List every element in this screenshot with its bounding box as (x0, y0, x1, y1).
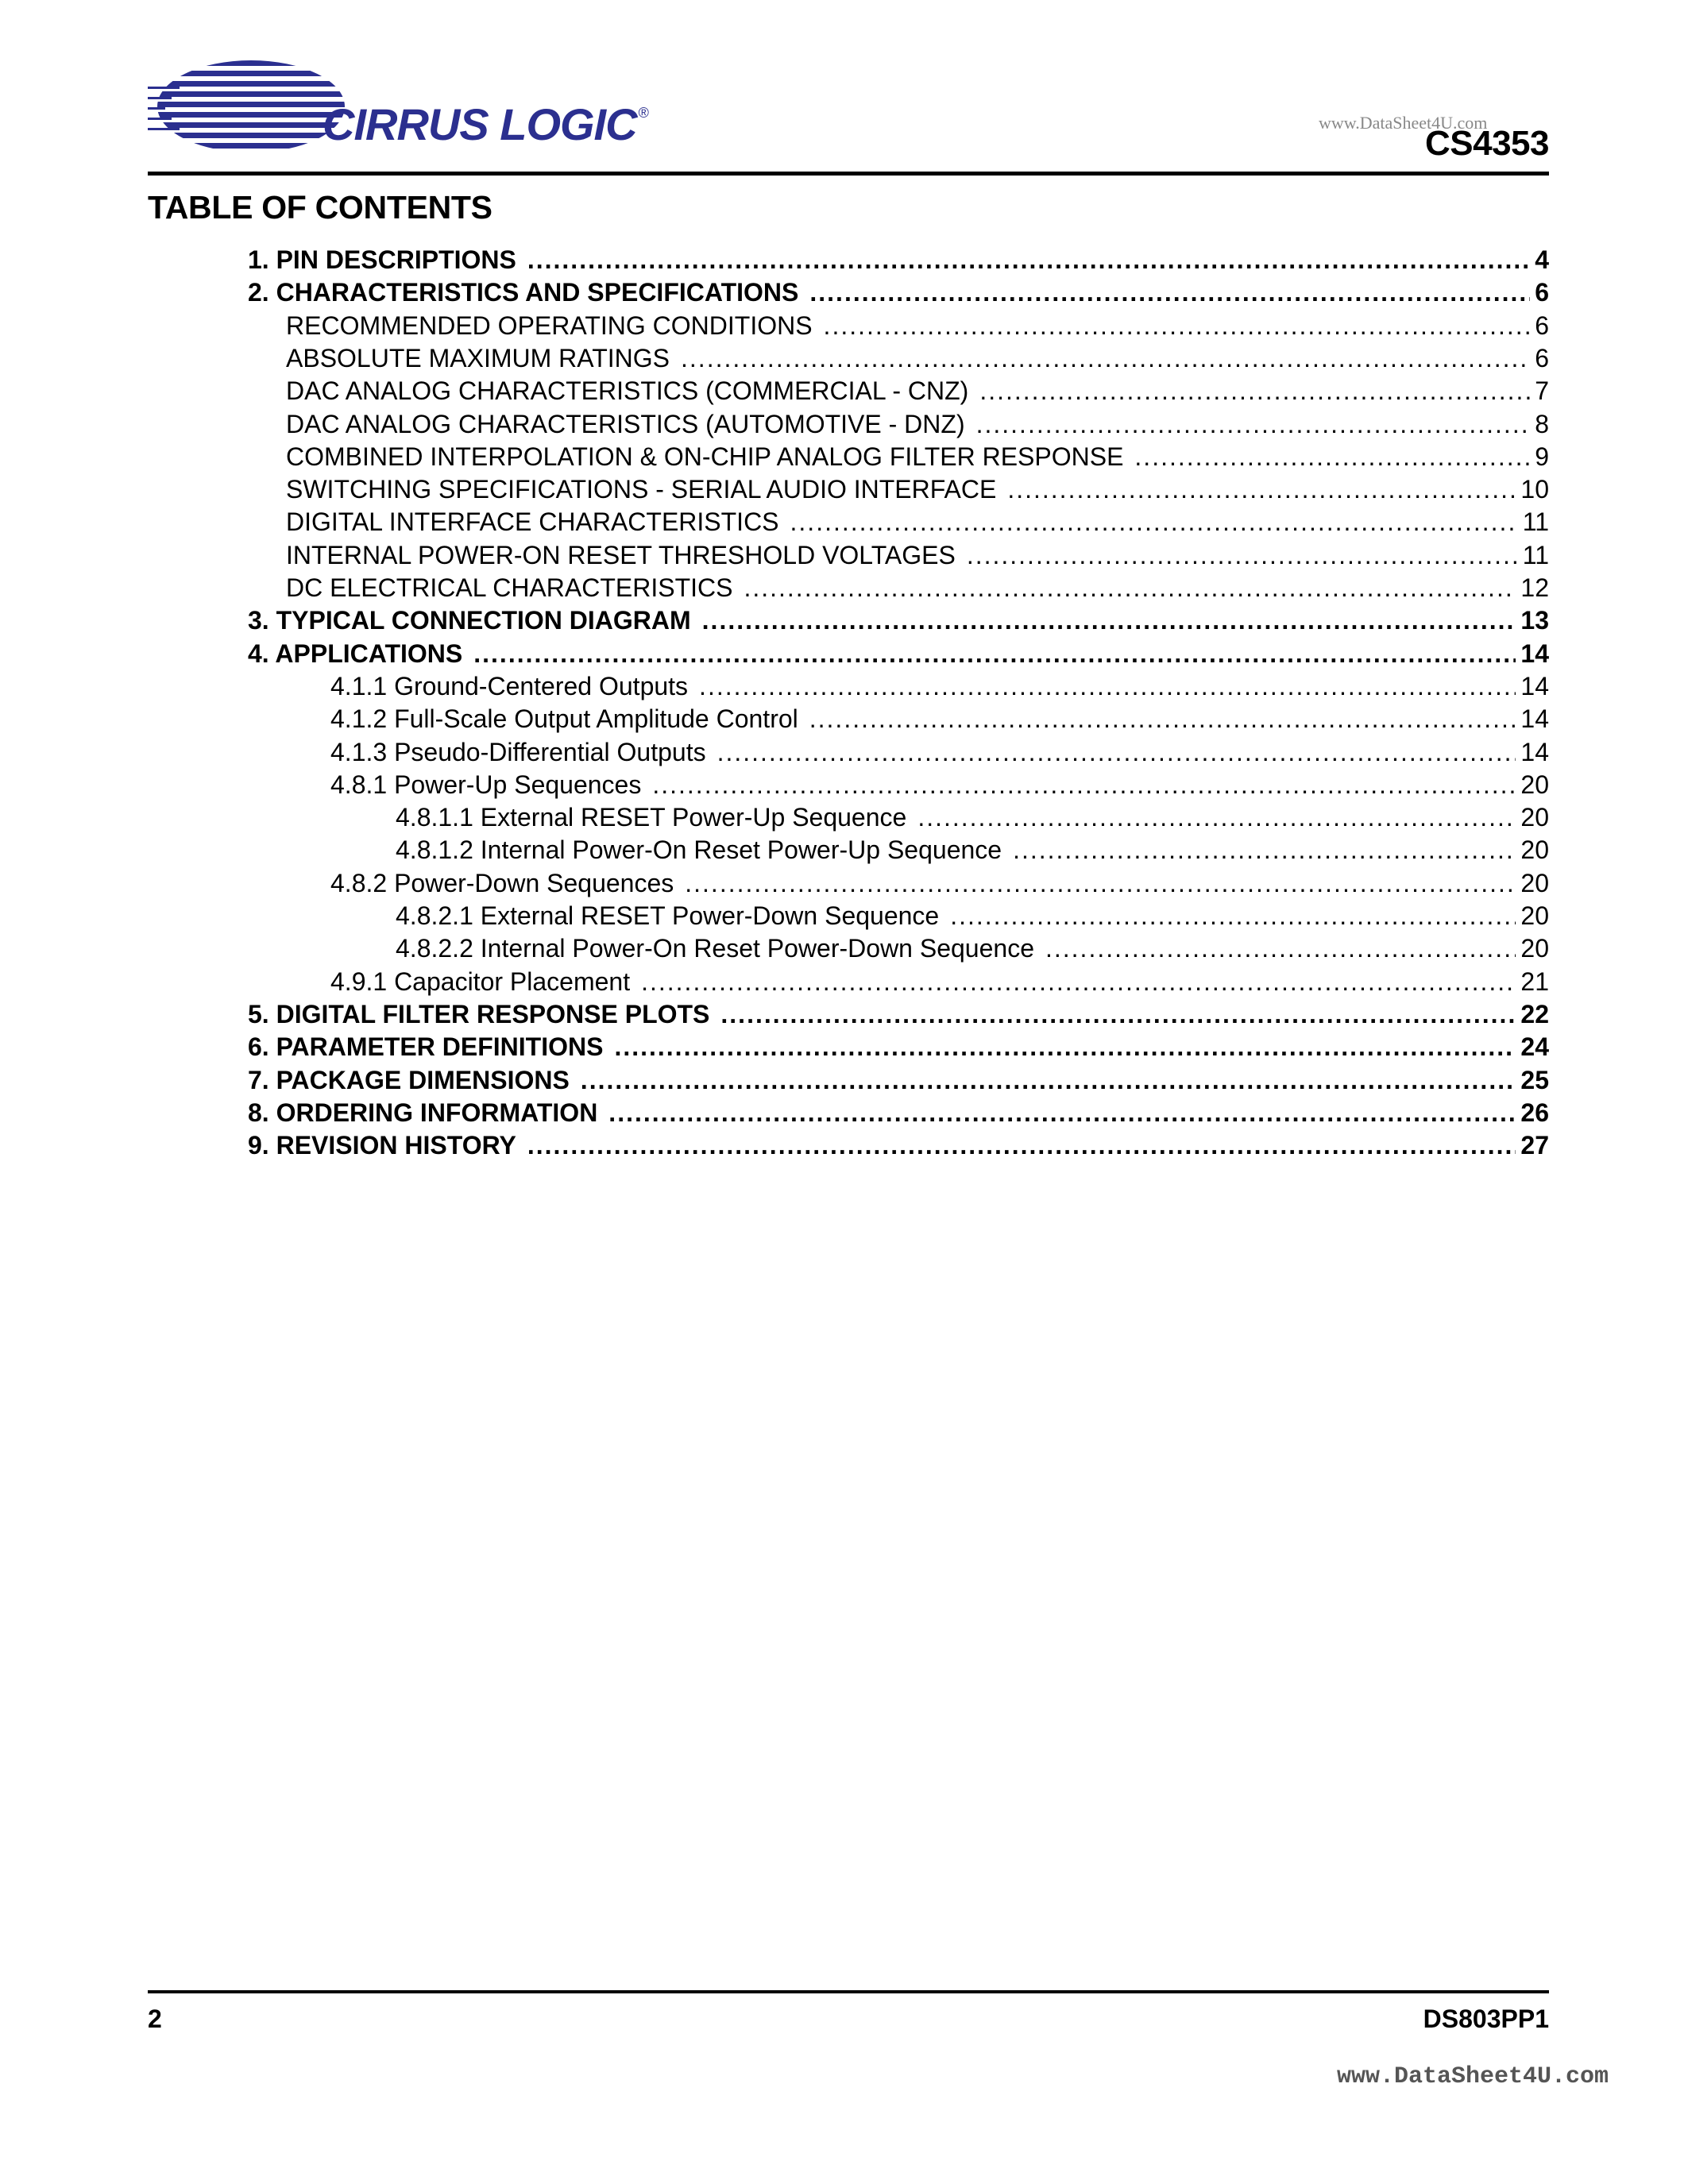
header-divider (148, 172, 1549, 176)
toc-entry[interactable] (396, 932, 1549, 965)
toc-entry-page: 24 (1520, 1032, 1549, 1061)
toc-entry-page: 14 (1520, 672, 1549, 700)
toc-entry-page: 20 (1520, 901, 1549, 930)
toc-dot-leader (652, 768, 1516, 801)
toc-entry-title: DAC ANALOG CHARACTERISTICS (AUTOMOTIVE - DNZ) (286, 410, 965, 438)
toc-entry[interactable] (286, 309, 1549, 342)
toc-entry-title: 8. ORDERING INFORMATION (248, 1098, 598, 1127)
toc-dot-leader (1045, 932, 1516, 965)
toc-entry-page: 9 (1535, 442, 1549, 471)
toc-entry[interactable] (286, 571, 1549, 604)
toc-entry-title: 4.8.2.2 Internal Power-On Reset Power-Down Sequence (396, 934, 1034, 963)
logo-wordmark: CIRRUS LOGIC ® (323, 99, 648, 149)
toc-entry[interactable] (286, 374, 1549, 407)
toc-entry[interactable] (286, 505, 1549, 538)
toc-entry-page: 20 (1520, 770, 1549, 799)
toc-entry[interactable] (286, 440, 1549, 473)
toc-dot-leader (809, 276, 1530, 309)
toc-entry-title: 5. DIGITAL FILTER RESPONSE PLOTS (248, 1000, 710, 1028)
part-number: CS4353 (1424, 124, 1549, 163)
toc-entry-title: 4.8.2.1 External RESET Power-Down Sequence (396, 901, 940, 930)
toc-entry-title: 4.9.1 Capacitor Placement (330, 967, 631, 996)
toc-entry[interactable] (396, 833, 1549, 866)
toc-entry-title: SWITCHING SPECIFICATIONS - SERIAL AUDIO INTERFACE (286, 475, 997, 504)
toc-dot-leader (527, 1129, 1516, 1162)
toc-entry-title: DAC ANALOG CHARACTERISTICS (COMMERCIAL - CNZ) (286, 376, 969, 405)
toc-dot-leader (967, 538, 1518, 572)
toc-entry-title: 4.1.1 Ground-Centered Outputs (330, 672, 689, 700)
toc-entry-page: 13 (1520, 606, 1549, 635)
toc-entry[interactable] (248, 637, 1549, 670)
watermark-top: www.DataSheet4U.com (1319, 113, 1488, 133)
cirrus-logic-logo (148, 57, 648, 168)
toc-entry[interactable] (248, 1129, 1549, 1162)
toc-entry-title: INTERNAL POWER-ON RESET THRESHOLD VOLTAGES (286, 541, 956, 569)
footer-page-number: 2 (148, 2005, 162, 2033)
toc-dot-leader (809, 702, 1516, 735)
toc-entry-page: 20 (1520, 934, 1549, 963)
toc-entry[interactable] (248, 1096, 1549, 1129)
toc-entry-title: 4. APPLICATIONS (248, 639, 463, 668)
toc-entry-title: 6. PARAMETER DEFINITIONS (248, 1032, 604, 1061)
toc-dot-leader (979, 374, 1530, 407)
toc-dot-leader (720, 997, 1516, 1031)
toc-entry[interactable] (248, 997, 1549, 1031)
footer-doc-id: DS803PP1 (1423, 2005, 1549, 2033)
toc-entry[interactable] (286, 473, 1549, 506)
toc-dot-leader (699, 669, 1516, 703)
toc-entry[interactable] (330, 866, 1549, 900)
toc-entry-title: 4.8.2 Power-Down Sequences (330, 869, 674, 897)
toc-entry-title: RECOMMENDED OPERATING CONDITIONS (286, 311, 813, 340)
toc-dot-leader (608, 1096, 1516, 1129)
toc-entry-page: 7 (1535, 376, 1549, 405)
toc-entry-title: 4.8.1 Power-Up Sequences (330, 770, 642, 799)
toc-entry[interactable] (396, 899, 1549, 932)
watermark-bottom: www.DataSheet4U.com (1336, 2063, 1609, 2090)
toc-entry[interactable] (330, 965, 1549, 998)
toc-dot-leader (824, 309, 1531, 342)
toc-entry-title: 7. PACKAGE DIMENSIONS (248, 1066, 570, 1094)
toc-dot-leader (950, 899, 1516, 932)
toc-entry-page: 11 (1522, 541, 1549, 569)
toc-entry-page: 26 (1520, 1098, 1549, 1127)
toc-entry-title: DIGITAL INTERFACE CHARACTERISTICS (286, 507, 779, 536)
toc-entry-title: 9. REVISION HISTORY (248, 1131, 516, 1160)
toc-entry[interactable] (330, 768, 1549, 801)
toc-dot-leader (976, 407, 1531, 441)
toc-entry[interactable] (248, 276, 1549, 309)
toc-entry-page: 20 (1520, 835, 1549, 864)
toc-dot-leader (790, 505, 1518, 538)
toc-entry-title: 3. TYPICAL CONNECTION DIAGRAM (248, 606, 691, 635)
toc-entry-page: 6 (1535, 344, 1549, 372)
toc-entry[interactable] (248, 604, 1549, 637)
toc-entry[interactable] (330, 702, 1549, 735)
toc-dot-leader (681, 341, 1530, 375)
toc-entry-page: 6 (1535, 278, 1549, 307)
footer-divider (148, 1990, 1549, 1993)
toc-title: TABLE OF CONTENTS (148, 189, 492, 226)
toc-entry-title: 2. CHARACTERISTICS AND SPECIFICATIONS (248, 278, 799, 307)
toc-entry-page: 14 (1520, 639, 1549, 668)
toc-entry-page: 11 (1522, 507, 1549, 536)
toc-dot-leader (917, 801, 1516, 834)
toc-entry[interactable] (248, 243, 1549, 276)
toc-dot-leader (702, 604, 1516, 637)
toc-entry-title: 4.8.1.1 External RESET Power-Up Sequence (396, 803, 907, 832)
toc-dot-leader (744, 571, 1516, 604)
toc-entry-page: 22 (1520, 1000, 1549, 1028)
toc-dot-leader (641, 965, 1516, 998)
toc-entry[interactable] (248, 1063, 1549, 1097)
toc-entry-page: 27 (1520, 1131, 1549, 1160)
toc-entry-title: COMBINED INTERPOLATION & ON-CHIP ANALOG FILTER RESPONSE (286, 442, 1124, 471)
toc-entry-page: 25 (1520, 1066, 1549, 1094)
toc-entry-page: 20 (1520, 869, 1549, 897)
toc-entry[interactable] (330, 669, 1549, 703)
toc-entry-page: 8 (1535, 410, 1549, 438)
toc-dot-leader (527, 243, 1530, 276)
toc-entry[interactable] (286, 341, 1549, 375)
toc-entry-title: ABSOLUTE MAXIMUM RATINGS (286, 344, 670, 372)
toc-entry[interactable] (330, 735, 1549, 769)
toc-dot-leader (1013, 833, 1516, 866)
toc-entry-page: 12 (1520, 573, 1549, 602)
toc-dot-leader (581, 1063, 1516, 1097)
toc-entry-page: 14 (1520, 704, 1549, 733)
toc-entry-title: DC ELECTRICAL CHARACTERISTICS (286, 573, 733, 602)
toc-entry-page: 21 (1520, 967, 1549, 996)
toc-entry[interactable] (286, 407, 1549, 441)
toc-entry-title: 4.1.2 Full-Scale Output Amplitude Control (330, 704, 798, 733)
toc-dot-leader (1007, 473, 1516, 506)
toc-dot-leader (685, 866, 1516, 900)
toc-entry-page: 14 (1520, 738, 1549, 766)
toc-entry-title: 4.8.1.2 Internal Power-On Reset Power-Up Sequence (396, 835, 1002, 864)
toc-entry[interactable] (286, 538, 1549, 572)
toc-entry-page: 6 (1535, 311, 1549, 340)
toc-entry-page: 20 (1520, 803, 1549, 832)
toc-dot-leader (473, 637, 1516, 670)
toc-entry-title: 4.1.3 Pseudo-Differential Outputs (330, 738, 706, 766)
toc-entry-page: 10 (1520, 475, 1549, 504)
toc-entry[interactable] (248, 1030, 1549, 1063)
toc-dot-leader (717, 735, 1516, 769)
toc-entry[interactable] (396, 801, 1549, 834)
toc-dot-leader (614, 1030, 1516, 1063)
toc-dot-leader (1134, 440, 1530, 473)
toc-entry-title: 1. PIN DESCRIPTIONS (248, 245, 516, 274)
toc-entry-page: 4 (1535, 245, 1549, 274)
